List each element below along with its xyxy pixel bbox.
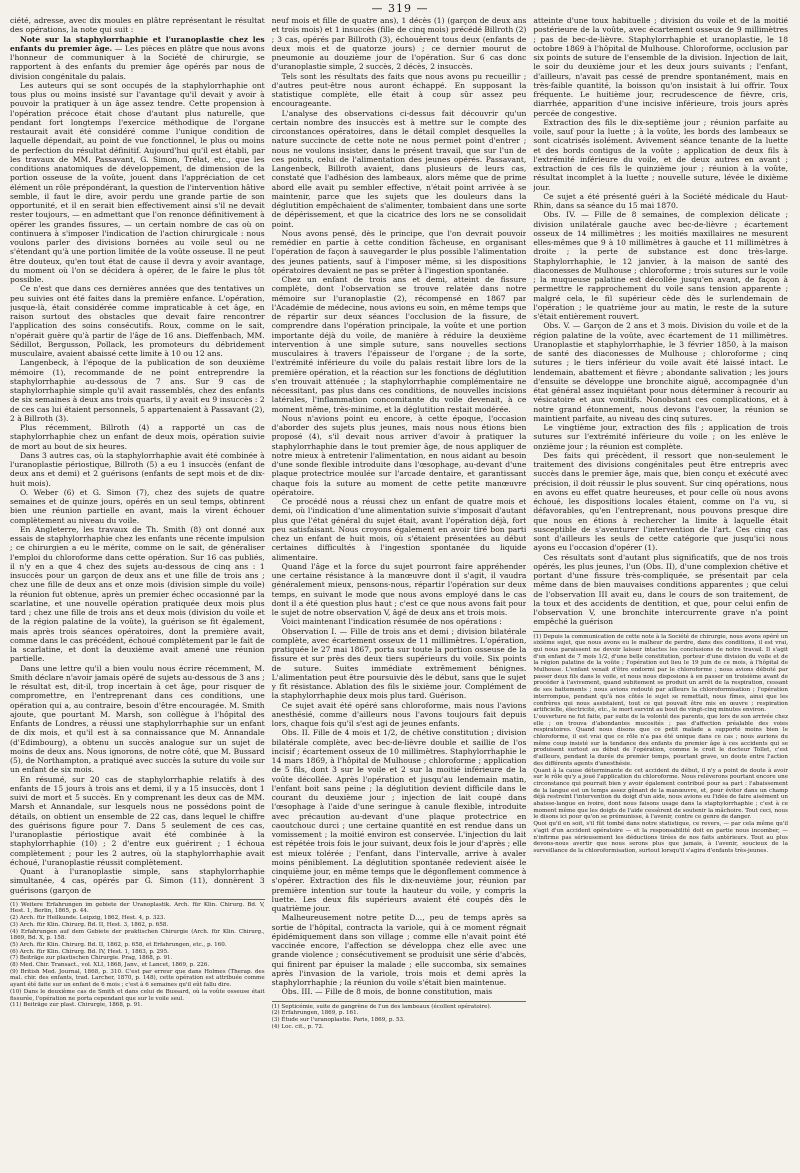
footnote: (5) Arch. für Klin. Chirurg. Bd. II, 1862, p. 658, et Erfahrungen, etc., p. 160. — [10, 941, 227, 948]
footnotes-col-1 — [10, 899, 265, 1009]
paragraph: Ce procédé nous a réussi chez un enfant de quatre mois et demi, où l'indication d'une alimentation suivie s'imposait d'autant plus que l'état général du sujet était, avant l'opération déjà, fort peu satisfaisant. Nous croyons également en avoir tiré bon parti chez un enfant de huit mois, où s'étaient présentées au début certaines difficultés à l'ingestion spontanée du liquide alimentaire. — [271, 497, 527, 562]
footnote: Quant à la cause déterminante de cet accident du début, il n'y a point de doute à avoir sur le rôle qu'y a joué l'application du chloroforme. Nous relèverons pourtant encore une circonstance qui pourrait bien y avoir également contribué pour sa part : l'abaissement de la langue est un temps assez gênant de la manœuvre, et, pour éviter dans un champ déjà restreint l'intervention du doigt d'un aide, nous avions eu l'idée de faire aisément un abaisse-langue en ivoire, dont nous faisons usage dans la staphylorrhaphie ; c'est à ce moment même que les doigts de l'aide cessèrent de soutenir la mâchoire. Tout ceci, nous le disons ici pour qu'on se prémunisse, à l'avenir, contre ce genre de danger. — [533, 767, 789, 821]
paragraph: Nous n'avions point eu encore, à cette époque, l'occasion d'aborder des sujets plus jeunes, mais nous nous étions bien proposé (4), s'il devait nous arriver d'avoir à pratiquer la staphylorrhaphie dans le tout premier âge, de nous appliquer de notre mieux à entretenir l'alimentation, en nous aidant au besoin d'une sonde flexible introduite dans l'œsophage, au-devant d'une plaque protectrice moulée sur l'arcade dentaire, et garantissant chaque fois la suture au moment de cette petite manœuvre opératoire. — [271, 413, 527, 497]
paragraph: Voici maintenant l'indication résumée de nos opérations : — [281, 617, 502, 627]
paragraph: Quant à l'uranoplastie simple, sans staphylorrhaphie simultanée, 4 cas, opérés par G. Simon (11), donnèrent 3 guérisons (garçon de — [10, 867, 265, 895]
footnotes-col-3 — [533, 631, 788, 855]
footnote: L'ouverture ne fut faite, par suite de la volonté des parents, que lors de son arrivée chez elle ; on trouva d'abondantes mucosités ; pas d'affection préalable des voies respiratoires. Quand nous disons que ce petit malade a supporté moins bien le chloroforme, il est vrai que ce rôle n'a pas été unique dans ce cas ; nous aurions du même coup insisté sur la tendance des enfants du premier âge à ces accidents qui se produisent surtout au début de l'opération, comme le croit le docteur Tollet, c'est d'ailleurs, pendant la durée du premier temps, pourtant grave, un doute entre l'action des différents agents d'anesthésie. — [533, 713, 789, 767]
note-heading: Note sur la staphylorrhaphie et l'uranoplastie chez les enfants du premier âge. — [10, 34, 265, 53]
page-number: — 319 — — [371, 2, 429, 15]
paragraph: Dans une lettre qu'il a bien voulu nous écrire récemment, M. Smith déclare n'avoir jamais opéré de sujets au-dessous de 3 ans ; le résultat est, dit-il, trop incertain à cet âge, pour risquer de compromettre, en l'entreprenant dans ces conditions, une opération qui a, au contraire, besoin d'être encouragée. M. Smith ajoute, que pourtant M. Marsh, son collègue à l'hôpital des Enfants de Londres, a réussi une staphylorrhaphie sur un enfant de dix mois, et qu'il est à sa connaissance que M. Annandale (d'Edimbourg), a obtenu un succès analogue sur un sujet de moins de deux ans. Nous ignorons, de notre côté, que M. Bussard (5), de Northampton, a pratiqué avec succès la suture du voile sur un enfant de six mois. — [10, 663, 265, 775]
paragraph: Langenbeck, à l'époque de la publication de son deuxième mémoire (1), recommande de ne point entreprendre la staphylorrhaphie au-dessous de 7 ans. Sur 9 cas de staphylorrhaphie simple qu'il avait rassemblés, chez des enfants de six semaines à deux ans trois quarts, il y avait eu 9 insuccès : 2 de ces cas lui étaient personnels, 5 appartenaient à Passavant (2), 2 à Billroth (3). — [10, 358, 265, 423]
note-heading-paragraph — [10, 35, 265, 81]
footnote: (7) Beiträge zur plastischen Chirurgie. Prag, 1868, p. 91. — [10, 955, 173, 962]
paragraph: En résumé, sur 20 cas de staphylorrhaphie relatifs à des enfants de 15 jours à trois ans et demi, il y a 15 insuccès, dont 1 suivi de mort et 5 succès. En y comprenant les deux cas de MM. Marsh et Annandale, sur lesquels nous ne possédons point de détails, on obtient un ensemble de 22 cas, dans lequel le chiffre des guérisons figure pour 7. Dans 5 seulement de ces cas, l'uranoplastie périostique avait été combinée à la staphylorrhaphie (10) ; 2 d'entre eux guérirent ; 1 échoua complètement ; pour les 2 autres, où la staphylorrhaphie avait échoué, l'uranoplastie réussit complètement. — [10, 774, 265, 867]
observation-4: Obs. IV. — Fille de 8 semaines, de complexion délicate ; division unilatérale gauche avec bec-de-lièvre ; écartement osseux de 14 millimètres ; les moitiés maxillaires ne mesurent elles-mêmes que 9 à 10 millimètres à gauche et 11 millimètres à droite ; la perte de substance est donc très-large. Staphylorrhaphie, le 12 janvier, à la maison de santé des diaconesses de Mulhouse ; chloroforme ; trois sutures sur le voile ; la muqueuse palatine est décollée jusqu'en avant, de façon à permettre le rapprochement du voile sans tension apparente ; malgré cela, le fil supérieur cède dès le surlendemain de l'opération ; le quatrième jour au matin, le reste de la suture s'était entièrement rouvert. — [533, 210, 789, 321]
footnote: (8) Med. Chir. Transact., vol. XLI, 1868, Janv., et Lancet, 1869, p. 226. — [10, 962, 210, 969]
paragraph: Quand l'âge et la force du sujet pourront faire appréhender une certaine résistance à la manœuvre dont il s'agit, il vaudra généralement mieux, pensons-nous, répartir l'opération sur deux temps, en suivant le mode que nous avons employé dans le cas dont il a été question plus haut ; c'est ce que nous avons fait pour le sujet de notre observation V, âgé de deux ans et trois mois. — [271, 561, 527, 617]
footnote: (10) Dans le deuxième cas de Smith et dans celui de Bussard, où la voûte osseuse était fissurée, l'opération ne porta cependant que sur le voile seul. — [10, 988, 265, 1002]
paragraph: atteinte d'une toux habituelle ; division du voile et de la moitié postérieure de la voûte, avec écartement osseux de 9 millimètres ; pas de bec-de-lièvre. Staphylorrhaphie et uranoplastie, le 18 octobre 1869 à l'hôpital de Mulhouse. Chloroforme, occlusion par six points de suture de l'ensemble de la division. Injection de lait, le soir du deuxième jour et les deux jours suivants ; l'enfant, d'ailleurs, n'avait pas cessé de prendre spontanément, mais en très-faible quantité, la boisson qu'on insistait à lui offrir. Toux fréquente. Le huitième jour, recrudescence de fièvre, cris, diarrhée, apparition d'une incisive inférieure, trois jours après percée de congestive. — [533, 16, 789, 118]
paragraph: En Angleterre, les travaux de Th. Smith (8) ont donné aux essais de staphylorrhaphie chez les enfants une récente impulsion ; ce chirurgien a eu le mérite, comme on le sait, de généraliser l'emploi du chloroforme dans cette opération. Sur 16 cas publiés, il n'y en a que 4 chez des sujets au-dessous de cinq ans : 1 insuccès pour un garçon de deux ans et une fille de trois ans ; chez une fille de deux ans et onze mois (division simple du voile) la réunion fut obtenue, après un premier échec occasionné par la scarlatine, et une nouvelle opération pratiquée deux mois plus tard ; chez une fille de trois ans et deux mois (division du voile et de la région palatine de la voûte), la guérison se fit également, mais après trois séances opératoires, dont la première avait, comme dans le cas précédent, échoué complètement par le fait de la scarlatine, et dont la deuxième avait amené une réunion partielle. — [10, 524, 265, 664]
footnote: (6) Arch. für Klin. Chirurg. Bd. IV, Hest. 1, 1863, p. 295. — [10, 948, 169, 955]
footnote: (2) Arch. für Heilkunde. Leipzig, 1862, Hest. 4, p. 323. — [10, 915, 166, 922]
footnote: (3) Arch. für Klin. Chirurg. Bd. II, Hest. 3, 1862, p. 658. — [10, 921, 169, 928]
paragraph: Tels sont les résultats des faits que nous avons pu recueillir ; d'autres peut-être nous auront échappé. En supposant la statistique complète, elle était à coup sûr assez peu encourageante. — [271, 71, 527, 109]
paragraph: Ce n'est que dans ces dernières années que des tentatives un peu suivies ont été faites dans la première enfance. L'opération, jusque-là, était considérée comme impraticable à cet âge, en raison surtout des obstacles que devait faire rencontrer l'application des soins consécutifs. Roux, comme on le sait, n'opérait guère qu'à partir de l'âge de 16 ans. Dieffenbach, MM. Sédillot, Bergusson, Pollack, les promoteurs du débridement musculaire, avaient abaissé cette limite à 10 ou 12 ans. — [10, 284, 265, 358]
observation-1: Observation I. — Fille de trois ans et demi ; division bilatérale complète, avec écartement osseux de 11 millimètres. L'opération, pratiquée le 27 mai 1867, porta sur toute la portion osseuse de la fissure et sur près des deux tiers supérieurs du voile. Six points de suture. Suites immédiate extrêmement bénignes. L'alimentation peut être poursuivie dès le début, sans que le sujet y fît résistance. Ablation des fils le sixième jour. Complément de la staphylorrhaphie deux mois plus tard. Guérison. — [271, 626, 527, 701]
footnote: (4) Loc. cit., p. 72. — [271, 1023, 324, 1030]
footnote: (1) Depuis la communication de cette note à la Société de chirurgie, nous avons opéré un sixième sujet, que nous avons eu le malheur de perdre, dans des conditions, il est vrai, qui nous paraissent ne devoir laisser intactes les conclusions de notre travail. Il s'agit d'un enfant de 7 mois 1/2, d'une belle constitution, porteur d'une division du voile et de la région palatine de la voûte ; l'opération eut lieu le 19 juin de ce mois, à l'hôpital de Mulhouse. L'enfant venait d'être endormi par le chloroforme ; nous avions débuté par passer deux fils dans le voile, et nous nous disposions à en passer un troisième avant de procéder à l'avivement, quand subitement se produit un arrêt de la respiration, cessant de ses battements ; nous avions redouté par ailleurs la chloroformisation ; l'opération interrompue, pendant qu'à nos côtés le sujet se remettait, nous fîmes, ainsi que les confrères qui nous assistaient, tout ce qui pouvait être mis en œuvre ; respiration artificielle, électricité, etc., le mort survint au bout de vingt-cinq minutes environ. — [533, 633, 789, 714]
paragraph: Ce sujet avait été opéré sans chloroforme, mais nous l'avions anesthésié, comme d'ailleurs nous l'avons toujours fait depuis lors, chaque fois qu'il s'est agi de jeunes enfants. — [271, 700, 527, 728]
paragraph: Plus récemment, Billroth (4) a rapporté un cas de staphylorrhaphie chez un enfant de deux mois, opération suivie de mort au bout de six heures. — [10, 423, 265, 451]
paragraph: Chez un enfant de trois ans et demi, atteint de fissure complète, dont l'observation se trouve relatée dans notre mémoire sur l'uranoplastie (2), récompensé en 1867 par l'Académie de médecine, nous avions eu soin, en même temps que de répartir sur deux séances l'occlusion de la fissure, de comprendre dans l'opération principale, la voûte et une portion importante déjà du voile, de manière à réduire la deuxième intervention à une simple suture, sans nouvelles sections musculaires à travers l'épaisseur de l'organe ; de la sorte, l'extrémité inférieure du voile du palais restait libre lors de la première opération, et la réaction sur les fonctions de déglutition s'en trouvait atténuée ; la staphylorrhaphie complémentaire ne nécessitant, pas plus dans ces conditions, de nouvelles incisions latérales, l'inflammation concomitante du voile devenait, à ce moment même, très-minime, et la déglutition restait modérée. — [271, 275, 527, 414]
column-3 — [533, 16, 788, 1165]
footnote: (3) Étude sur l'uranoplastie. Paris, 1869, p. 53. — [271, 1016, 405, 1023]
footnote: (9) British Med. Journal, 1868, p. 310. C'est par erreur que dans Holmes (Therap. des mal. chir. des enfants, trad. Larcher, 1870, p. 148), cette opération est attribuée comme ayant été faite sur un enfant de 6 mois ; c'est à 6 semaines qu'il eût fallu dire. — [10, 968, 265, 989]
paragraph: Le vingtième jour, extraction des fils ; application de trois sutures sur l'extrémité inférieure du voile ; on les enlève le onzième jour ; la réunion est complète. — [533, 423, 789, 451]
column-2 — [272, 16, 527, 1165]
footnote: (11) Beiträge zur plast. Chirurgie, 1868, p. 91. — [10, 1002, 143, 1009]
text-columns — [10, 16, 788, 1165]
paragraph: Extraction des fils le dix-septième jour ; réunion parfaite au voile, sauf pour la luette ; à la voûte, les bords des lambeaux se sont cicatrisés isolément. Avivement séance tenante de la luette et des bords contigus de la voûte ; application de deux fils à l'extrémité inférieure du voile, et de deux autres en avant ; extraction de ces fils le quinzième jour ; réunion à la voûte, résultat incomplet à la luette ; nouvelle suture, lévée le dixième jour. — [533, 117, 789, 192]
footnote: (1) Septicémie, suite de gangrène de l'un des lambeaux (écollent opératoire). — [271, 1003, 492, 1010]
column-1 — [10, 16, 265, 1165]
footnote: (2) Erfahrungen, 1869, p. 161. — [271, 1010, 359, 1017]
paragraph: Des faits qui précèdent, il ressort que non-seulement le traitement des divisions congénitales peut être entrepris avec succès dans le premier âge, mais que, bien conçu et exécuté avec précision, il doit réussir le plus souvent. Sur cinq opérations, nous en avons eu effet quatre heureuses, et pour celle où nous avons échoué, les dispositions locales étaient, comme on l'a vu, si défavorables, qu'en l'entreprenant, nous pouvons presque dire que nous en étions à rechercher la limite à laquelle était susceptible de s'aventurer l'intervention de l'art. Ces cinq cas sont d'ailleurs les seuls de cette catégorie que jusqu'ici nous ayons eu l'occasion d'opérer (1). — [533, 450, 789, 553]
paragraph: neuf mois et fille de quatre ans), 1 décès (1) (garçon de deux ans et trois mois) et 1 insuccès (fille de cinq mois) précédé Billroth (2) ; 3 cas, opérés par Billroth (3), échouèrent tous deux (enfants de deux mois et de quatorze jours) ; ce dernier mourut de pneumonie au douzième jour de l'opération. Sur 6 cas donc d'uranoplastie simple, 2 succès, 2 décès, 2 insuccès. — [271, 16, 527, 72]
intro-paragraph: ciété, adresse, avec dix moules en plâtre représentant le résultat des opérations, la note qui suit : — [10, 16, 265, 35]
paragraph: Dans 3 autres cas, où la staphylorrhaphie avait été combinée à l'uranoplastie périostique, Billroth (5) a eu 1 insuccès (enfant de deux ans et demi) et 2 guérisons (enfants de sept mois et de dix-huit mois). — [10, 450, 265, 488]
footnote: (1) Weitere Erfahrungen im gebiete der Uranoplastik. Arch. für Klin. Chirurg. Bd. V, Hest. 1, Berlin, 1865, p. 44. — [10, 901, 265, 915]
paragraph: Ces résultats sont d'autant plus significatifs, que de nos trois opérés, les plus jeunes, l'un (Obs. II), d'une complexion chétive et portant d'une fissure très-compliquée, se présentait par cela même dans de bien mauvaises conditions apparentes ; que celui de l'observation III avait eu, dans le cours de son traitement, de la toux et des accidents de dentition, et que, pour celui enfin de l'observation V, une bronchite intercurrente grave n'a point empêché la guérison — [533, 552, 789, 627]
note-heading-rest: — Les pièces en plâtre que nous avons l'honneur de communiquer à la Société de chirurgie, se rapportent à des enfants du premier âge opérés par nous de division congénitale du palais. — [10, 43, 265, 81]
paragraph: Malheureusement notre petite D..., peu de temps après sa sortie de l'hôpital, contracta la variole, qui à ce moment régnait épidémiquement dans son village ; comme elle n'avait point été vaccinée encore, l'affection se développa chez elle avec une grande violence ; consécutivement se produisit une série d'abcès, qui finirent par épuiser la malade ; elle succomba, six semaines après l'invasion de la variole, trois mois et demi après la staphylorrhaphie ; la réunion du voile s'était bien maintenue. — [271, 913, 527, 987]
paragraph: Les auteurs qui se sont occupés de la staphylorrhaphie ont tous plus ou moins insisté sur l'avantage qu'il devait y avoir à pouvoir la pratiquer à un âge assez tendre. Cette propension à l'opération précoce était chose d'autant plus naturelle, que pendant fort longtemps l'exercice méthodique de l'organe restaurait avait été considéré comme l'unique condition de laquelle dépendait, au point de vue fonctionnel, le plus ou moins de perfection du résultat définitif. Aujourd'hui qu'il est établi, par les travaux de MM. Passavant, G. Simon, Trélat, etc., que les conditions anatomiques de développement, de dimension de la portion osseuse de la voûte, jouent dans l'appréciation de cet élément un rôle prépondérant, la question de l'intervention hâtive semble, il faut le dire, avoir perdu une grande partie de son opportunité, et il en serait bien effectivement ainsi s'il ne devait rester toujours, — en admettant que l'on renonce définitivement à opérer les grandes fissures, — un certain nombre de cas où on continuera à s'imposer l'indication de l'action chirurgicale : nous voulons parler des divisions bornées au voile seul ou ne s'étendant qu'à une portion limitée de la voûte osseuse. Il ne peut être douteux, qu'en tout état de cause il devra y avoir avantage, du moment où l'on se décidera à opérer, de le faire le plus tôt possible. — [10, 80, 265, 284]
footnote: Quoi qu'il en soit, s'il fût tombé dans notre statistique, ce revers, — par cela même qu'il s'agit d'un accident opératoire — et la responsabilité doit en partie nous incomber, — n'infirme pas sérieusement les déductions tirées de nos faits antérieurs. Tout au plus devons-nous avertir que nous serons plus que jamais, à l'avenir, soucieux de la surveillance de la chloroformisation, surtout lorsqu'il s'agira d'enfants très-jeunes. — [533, 821, 789, 854]
paragraph: O. Weber (6) et G. Simon (7), chez des sujets de quatre semaines et de quinze jours, opérés en un seul temps, obtinrent bien une réunion partielle en avant, mais la virent échouer complètement au niveau du voile. — [10, 487, 265, 525]
observation-5: Obs. V. — Garçon de 2 ans et 3 mois. Division du voile et de la région palatine de la voûte, avec écartement de 11 millimètres. Uranoplastie et staphylorrhaphie, le 3 février 1850, à la maison de santé des diaconesses de Mulhouse ; chloroforme ; cinq sutures ; le tiers inférieur du voile avait été laissé intact. Le lendemain, abattement et fièvre ; abondante salivation ; les jours d'ensuite se développe une bronchite aiguë, accompagnée d'un état général assez inquiétant pour nous déterminer à recourir au vésicatoire et aux vomitifs. Nonobstant ces complications, et à notre grand étonnement, nous devons l'avouer, la réunion se maintient parfaite, au niveau des cinq sutures. — [533, 321, 789, 423]
paragraph: L'analyse des observations ci-dessus fait découvrir qu'un certain nombre des insuccès est à mettre sur le compte des circonstances opératoires, dans le détail complet desquelles la nature succincte de cette note ne nous permet point d'entrer ; nous ne voulons insister, dans le présent travail, que sur l'un de ces points, celui de l'alimentation des jeunes opérés. Passavant, Langenbeck, Billroth avaient, dans plusieurs de leurs cas, constaté que l'adhésion des lambeaux, alors même que de prime abord elle avait pu sembler effective, n'était point arrivée à se maintenir, parce que les sujets que les douleurs dans la déglutition empêchaient de s'alimenter, tombaient dans une sorte de dépérissement, et que la cicatrice des lors ne se consolidait point. — [271, 108, 527, 229]
footnote: (4) Erfahrungen auf dem Gebiete der praktischen Chirurgie (Arch. für Klin. Chirurg., 1869, Bd. X, p. 158. — [10, 928, 265, 942]
paragraph: Nous avons pensé, dès le principe, que l'on devrait pouvoir remédier en partie à cette condition fâcheuse, en organisant l'opération de façon à sauvegarder le plus possible l'alimentation des jeunes patients, sauf à l'imposer même, si les dispositions opératoires devaient ne pas se prêter à l'ingestion spontanée. — [271, 228, 527, 275]
observation-2: Obs. II. Fille de 4 mois et 1/2, de chétive constitution ; division bilatérale complète, avec bec-de-lièvre double et saillie de l'os incisif ; écartement osseux de 10 millimètres. Staphylorrhaphie le 14 mars 1869, à l'hôpital de Mulhouse ; chloroforme ; application de 5 fils, dont 3 sur le voile et 2 sur la moitié inférieure de la voûte décollée. Après l'opération et jusqu'au lendemain matin, l'enfant boit sans peine ; la déglutition devient difficile dans le courant du deuxième jour ; injection de lait coupé dans l'œsophage à l'aide d'une seringue à canule flexible, introduite avec précaution au-devant d'une plaque protectrice en caoutchouc durci ; une certaine quantité en est rendue dans un vomissement ; la moitié environ est conservée. L'injection du lait est répétée trois fois le jour suivant, deux fois le jour d'après ; elle est mieux tolérée ; l'enfant, dans l'intervalle, arrive à avaler moins péniblement. La déglutition spontanée redevient aisée le cinquième jour, en même temps que le dégonflement commence à s'opérer. Extraction des fils le dix-neuvième jour, réunion par première intention sur toute la hauteur du voile, y compris la luette. Les deux fils supérieurs avaient été coupés dès le quatrième jour. — [271, 728, 527, 913]
paragraph: Ce sujet a été présenté guéri à la Société médicale du Haut-Rhin, dans sa séance du 15 mai 1870. — [533, 191, 789, 210]
footnotes-col-2 — [272, 1001, 527, 1031]
observation-3-start: Obs. III. — Fille de 8 mois, de bonne constitution, mais — [281, 987, 493, 997]
